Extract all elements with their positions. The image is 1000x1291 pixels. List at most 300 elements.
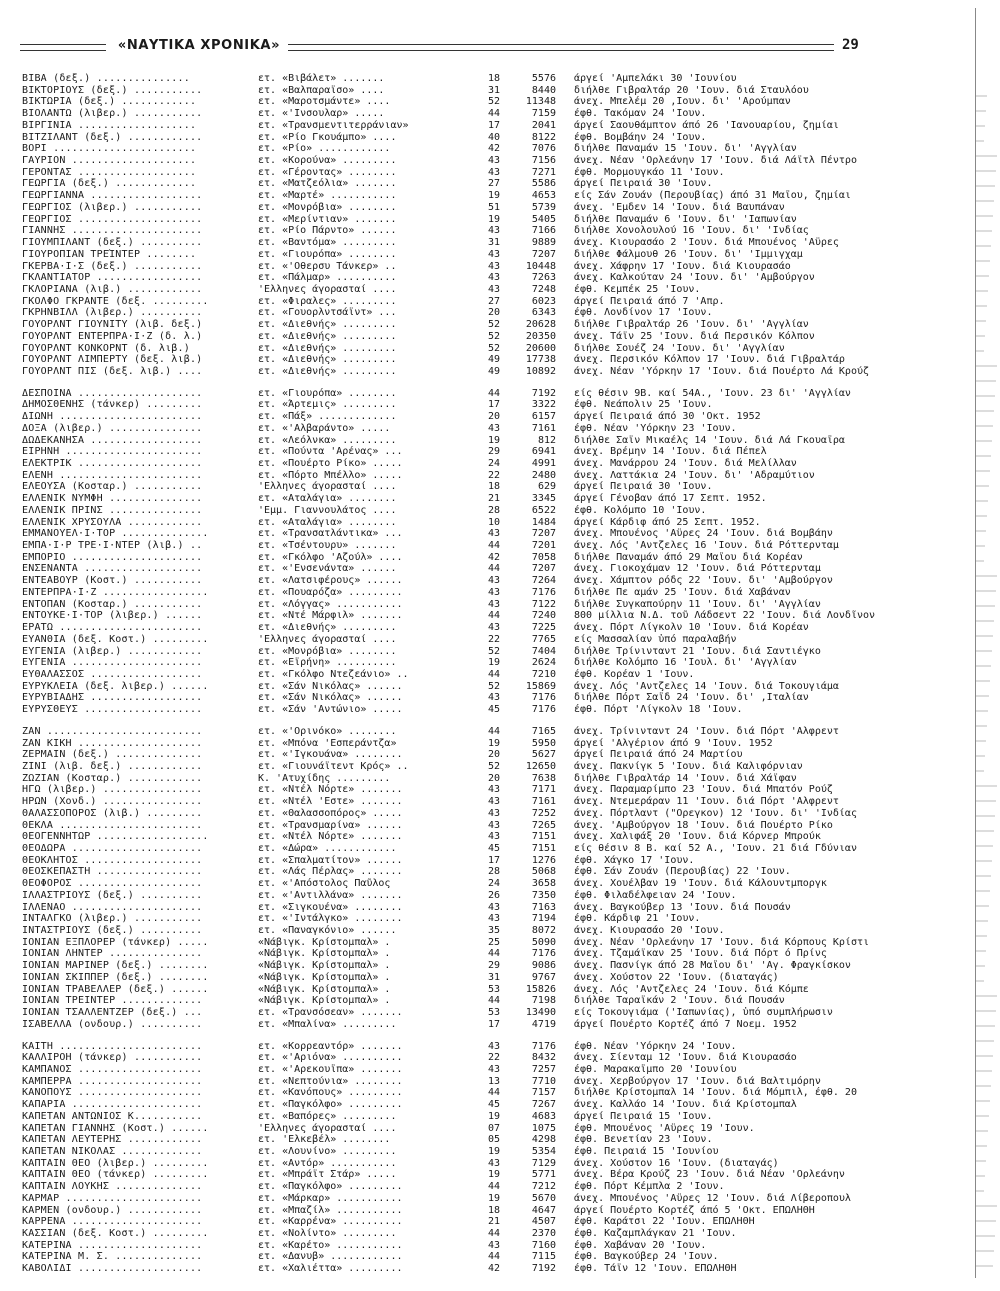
margin-bleed-mark [976, 905, 989, 907]
build-year: 42 [487, 143, 500, 155]
movement-note: έφθ. Φιλαδέλφειαν 24 'Ιουν. [574, 889, 737, 901]
ship-name: ΔΗΜΟΣΘΕΝΗΣ (τάνκερ) ......... [22, 399, 203, 411]
build-year: 43 [487, 807, 500, 819]
margin-bleed-mark [976, 620, 994, 622]
tonnage: 7264 [531, 575, 556, 587]
ship-name: ΓΟΥΟΡΛΝΤ ΕΝΤΕΡΠΡΑ·Ι·Ζ (δ. λ.) [22, 330, 203, 342]
ship-name: ΘΕΟΔΩΡΑ ..................... [22, 843, 203, 854]
movement-note: διήλθε Παναμάν 15 'Ιουν. δι' 'Αγγλίαν [574, 143, 797, 155]
shipping-company: ετ. «'Ιγκουάνα» ........ [258, 749, 403, 761]
movement-note: έφθ. Κορέαν 1 'Ιουν. [574, 668, 695, 680]
tonnage: 3658 [531, 878, 556, 890]
ship-name: ΓΙΟΥΜΠΙΛΑΝΤ (δεξ.) .......... [22, 237, 203, 249]
movement-note: έφθ. Βενετίαν 23 'Ιουν. [574, 1134, 713, 1146]
shipping-company: ετ. «Τρανσόσεαν» ....... [258, 1007, 403, 1019]
ship-name: ΔΟΞΑ (λιβερ.) ............... [22, 422, 203, 434]
ship-name: ΔΕΣΠΟΙΝΑ .................... [22, 387, 203, 399]
movement-note: διήλθε Σαϊν Μικαέλς 14 'Ιουν. διά Λά Γκουαΐρα [574, 434, 845, 446]
shipping-company: ετ. «Καρέτο» ........... [258, 1239, 403, 1251]
build-year: 51 [487, 201, 500, 213]
movement-note: άργεί Πουέρτο Κορτέζ άπό 7 Νοεμ. 1952 [574, 1018, 797, 1030]
table-row [22, 738, 970, 750]
movement-note: άνεχ. Χούστον 22 'Ιουν. (διαταγάς) [574, 971, 779, 983]
tonnage: 1075 [531, 1122, 556, 1134]
table-row [22, 855, 970, 867]
tonnage: 7257 [531, 1063, 556, 1075]
tonnage: 7265 [531, 819, 556, 831]
margin-bleed-mark [976, 650, 992, 652]
ship-name: ΚΑΠΕΤΑΝ ΛΕΥΤΕΡΗΣ ............ [22, 1134, 203, 1146]
tonnage: 7638 [531, 772, 556, 784]
table-row [22, 995, 970, 1007]
movement-note: άνεχ. Πόρτλαντ ("Ορεγκον) 12 'Ιουν. δι' 'Ινδίας [574, 807, 857, 819]
movement-note: διήλθε Χονολουλού 16 'Ιουν. δι' 'Ινδίας [574, 225, 809, 237]
shipping-company: ετ. «Κορρεαντόρ» ....... [258, 1040, 403, 1052]
tonnage: 9767 [531, 971, 556, 983]
shipping-company: ετ. «Πάξ» ............. [258, 411, 397, 423]
shipping-company: ετ. «Τρανσμεντιτερράνιαν» [258, 119, 409, 131]
margin-bleed-mark [976, 830, 994, 832]
table-row [22, 925, 970, 937]
margin-bleed-mark [976, 440, 992, 442]
table-row [22, 808, 970, 820]
movement-note: έφθ. Νέαν 'Υόρκην 24 'Ιουν. [574, 1040, 737, 1052]
build-year: 26 [487, 889, 500, 901]
tonnage: 5586 [531, 178, 556, 190]
ship-name: ΙΟΝΙΑΝ ΜΑΡΙΝΕΡ (δεξ.) ........ [22, 960, 209, 972]
tonnage: 7263 [531, 272, 556, 284]
tonnage: 7176 [531, 704, 556, 716]
ship-name: ΕΜΜΑΝΟΥΕΛ·Ι·ΤΟΡ .............. [22, 528, 209, 540]
tonnage: 7240 [531, 610, 556, 622]
table-row [22, 96, 970, 108]
margin-bleed-mark [976, 785, 997, 787]
movement-note: διήλθε Γιβραλτάρ 20 'Ιουν. διά Σταυλόου [574, 84, 809, 96]
table-row [22, 167, 970, 179]
ship-name: ΕΡΑΤΩ ....................... [22, 622, 203, 634]
table-row [22, 481, 970, 493]
shipping-company: ετ. «Μονρόβια» ........ [258, 645, 397, 657]
margin-bleed-mark [976, 1145, 987, 1147]
ship-name: ΕΙΡΗΝΗ ...................... [22, 446, 203, 458]
margin-bleed-mark [976, 230, 992, 232]
build-year: 43 [487, 248, 500, 260]
tonnage: 7212 [531, 1181, 556, 1193]
margin-bleed-mark [976, 1025, 995, 1027]
ship-name: ΓΑΥΡΙΟΝ .................... [22, 155, 197, 167]
tonnage: 7171 [531, 784, 556, 796]
movement-note: έφθ. Χαβάναν 20 'Ιουν. [574, 1239, 707, 1251]
tonnage: 2480 [531, 469, 556, 481]
table-row [22, 1263, 970, 1275]
tonnage: 8440 [531, 84, 556, 96]
tonnage: 15869 [525, 680, 556, 692]
build-year: 28 [487, 866, 500, 878]
margin-bleed-mark [976, 335, 985, 337]
build-year: 44 [487, 1087, 500, 1099]
shipping-company: ετ. «Σάν Νικόλας» ...... [258, 680, 403, 692]
table-row [22, 343, 970, 355]
ship-name: ΒΟΡΙ ....................... [22, 143, 197, 155]
shipping-company: ετ. 'Ελκεβέλ» ........ [258, 1134, 391, 1146]
table-row [22, 249, 970, 261]
movement-note: άνεχ. Λός 'Αντζελες 14 'Ιουν. διά Τοκουγιάμα [574, 680, 839, 692]
shipping-company: ετ. «Γκόλφο Ντεζεάνιο» .. [258, 668, 409, 680]
build-year: 43 [487, 819, 500, 831]
build-year: 19 [487, 434, 500, 446]
movement-note: διήλθε Παναμάν 6 'Ιουν. δι' 'Ιαπωνίαν [574, 213, 797, 225]
tonnage: 7194 [531, 913, 556, 925]
ship-name: ΕΥΡΥΣΘΕΥΣ ................... [22, 704, 203, 716]
margin-bleed-mark [976, 155, 997, 157]
tonnage: 3345 [531, 493, 556, 505]
build-year: 44 [487, 1228, 500, 1239]
ship-name: ΒΙΟΛΑΝΤΩ (λιβερ.) ........... [22, 108, 203, 120]
margin-bleed-mark [976, 1070, 992, 1072]
table-row [22, 190, 970, 202]
movement-note: άνεχ. Βρέμην 14 'Ιουν. διά Πέπελ [574, 446, 767, 458]
table-row [22, 575, 970, 587]
ship-name: ΘΕΟΣΚΕΠΑΣΤΗ ................. [22, 866, 203, 878]
shipping-company: ετ. «'Ορινόκο» ........ [258, 725, 397, 737]
tonnage: 7115 [531, 1251, 556, 1263]
table-row [22, 1240, 970, 1252]
ship-name: ΚΑΡΜΕΝ (ονδουρ.) ............ [22, 1204, 203, 1216]
margin-bleed-mark [976, 605, 995, 607]
table-row [22, 493, 970, 505]
movement-note: διήλθε Συγκαπούρην 11 'Ιουν. δι' 'Αγγλίαν [574, 598, 821, 610]
ship-name: ΘΕΟΚΛΗΤΟΣ ................... [22, 854, 203, 866]
shipping-company: ετ. «Λουνίνο» ......... [258, 1145, 397, 1157]
build-year: 52 [487, 645, 500, 657]
table-row [22, 878, 970, 890]
shipping-company: 'Ελληνες άγορασταί .... [258, 481, 397, 493]
shipping-company: ετ. «'Απόστολος Παῦλος [258, 878, 391, 890]
movement-note: άνεχ. Μπελέμ 20 ,Ιουν. δι' 'Αρούμπαν [574, 96, 791, 108]
table-row [22, 866, 970, 878]
table-row [22, 1041, 970, 1053]
table-row [22, 505, 970, 517]
build-year: 18 [487, 73, 500, 84]
shipping-company: 'Ελληνες άγορασταί .... [258, 283, 397, 295]
shipping-company: ετ. «Καρρένα» .......... [258, 1216, 403, 1228]
tonnage: 7176 [531, 692, 556, 704]
table-row [22, 178, 970, 190]
build-year: 22 [487, 1052, 500, 1064]
shipping-company: 'Ελληνες άγορασταί .... [258, 1122, 397, 1134]
margin-bleed-mark [976, 770, 984, 772]
shipping-company: ετ. «'Οθερσυ Τάνκερ» .. [258, 260, 397, 272]
ship-name: ΓΙΑΝΝΗΣ ..................... [22, 225, 203, 237]
margin-bleed-mark [976, 170, 996, 172]
tonnage: 5068 [531, 866, 556, 878]
shipping-company: ετ. «Κορούνα» ......... [258, 155, 397, 167]
table-row [22, 388, 970, 400]
ship-name: ΕΛΛΕΝΙΚ ΠΡΙΝΣ ............... [22, 504, 203, 516]
build-year: 43 [487, 831, 500, 843]
tonnage: 7161 [531, 422, 556, 434]
margin-bleed-mark [976, 320, 986, 322]
shipping-company: ετ. «Παγκόλφο» ......... [258, 1099, 403, 1111]
table-row [22, 634, 970, 646]
build-year: 25 [487, 936, 500, 948]
journal-title: «ΝΑΥΤΙΚΑ ΧΡΟΝΙΚΑ» [117, 38, 281, 53]
build-year: 10 [487, 516, 500, 528]
shipping-company: «Νάβιγκ. Κρίστομπαλ» . [258, 936, 391, 948]
table-row [22, 843, 970, 855]
build-year: 19 [487, 1110, 500, 1122]
shipping-company: ετ. «Διεθνής» ......... [258, 330, 397, 342]
margin-bleed-mark [976, 1085, 991, 1087]
ship-name: ΓΕΩΡΓΙΟΣ .................... [22, 213, 203, 225]
tonnage: 7207 [531, 563, 556, 575]
margin-bleed-mark [976, 875, 991, 877]
build-year: 43 [487, 166, 500, 178]
ship-name: ΒΙΤΖΙΛΑΝΤ (δεξ.) ............ [22, 131, 203, 143]
tonnage: 7225 [531, 622, 556, 634]
ship-name: ΖΑΝ ......................... [22, 725, 203, 737]
ship-name: ΕΥΡΥΚΛΕΙΑ (δεξ. λιβερ.) ...... [22, 680, 209, 692]
movement-note: έφθ. Βαγκούβερ 24 'Ιουν. [574, 1251, 719, 1263]
shipping-company: ετ. «Φιραλες» ......... [258, 295, 397, 307]
movement-note: διήλθε Γιβραλτάρ 14 'Ιουν. διά Χάϊφαν [574, 772, 797, 784]
margin-bleed-mark [976, 185, 995, 187]
ship-name: ΗΓΩ (λιβερ.) ................ [22, 784, 203, 796]
build-year: 44 [487, 995, 500, 1007]
movement-note: άργεί 'Αλγέριον άπό 9 'Ιουν. 1952 [574, 737, 773, 749]
movement-note: είς Μασσαλίαν ὑπό παραλαβήν [574, 633, 737, 645]
tonnage: 7710 [531, 1075, 556, 1087]
shipping-company: ετ. «Γιουνάϊτεντ Κρός» .. [258, 760, 409, 772]
shipping-company: ετ. «Παγκόλφο» ......... [258, 1181, 403, 1193]
shipping-company: «Νάβιγκ. Κρίστομπαλ» . [258, 948, 391, 960]
shipping-company: ετ. «Σπαλματίτον» ...... [258, 854, 403, 866]
shipping-company: ετ. «Ντέλ Νόρτε» ....... [258, 784, 403, 796]
movement-note: έφθ. Βομβάην 24 'Ιουν. [574, 131, 707, 143]
ship-name: ΚΑΠΤΑΙΝ ΘΕΟ (λιβερ.) ......... [22, 1157, 209, 1169]
tonnage: 7122 [531, 598, 556, 610]
ship-name: ΚΑΜΠΑΝΟΣ .................... [22, 1063, 203, 1075]
movement-note: άνεχ. Τρίνινταντ 24 'Ιουν. διά Πόρτ 'Αλφρεντ [574, 725, 839, 737]
ship-name: ΚΑΡΡΕΝΑ ..................... [22, 1216, 203, 1228]
margin-bleed-mark [976, 275, 989, 277]
table-row [22, 646, 970, 658]
movement-note: άνεχ. Χούστον 16 'Ιουν. (διαταγάς) [574, 1157, 779, 1169]
margin-bleed-mark [976, 980, 984, 982]
margin-bleed-mark [976, 215, 993, 217]
movement-note: διήλθε Γιβραλτάρ 26 'Ιουν. δι' 'Αγγλίαν [574, 319, 809, 331]
ship-name: ΓΚΛΟΡΙΑΝΑ (λιβ.) ............ [22, 283, 203, 295]
tonnage: 6157 [531, 411, 556, 423]
margin-bleed-mark [976, 365, 997, 367]
movement-note: άνεχ. Μανάρρου 24 'Ιουν. διά Μελίλλαν [574, 458, 797, 469]
build-year: 22 [487, 633, 500, 645]
tonnage: 3322 [531, 399, 556, 411]
tonnage: 7198 [531, 995, 556, 1007]
movement-note: έφθ. Κάρδιφ 21 'Ιουν. [574, 913, 701, 925]
ship-name: ΓΟΥΟΡΛΝΤ ΚΟΝΚΟΡΝΤ (δ. λιβ.) [22, 342, 190, 354]
shipping-company: ετ. «Πόρτο Μπέλλο» ..... [258, 469, 403, 481]
build-year: 05 [487, 1134, 500, 1146]
table-row [22, 366, 970, 378]
build-year: 43 [487, 272, 500, 284]
movement-note: άνεχ. Νέαν 'Υόρκην 17 'Ιουν. διά Πουέρτο Λά Κρούζ [574, 365, 870, 377]
build-year: 43 [487, 260, 500, 272]
build-year: 43 [487, 784, 500, 796]
shipping-company: ετ. «Λόγγας» ........... [258, 598, 403, 610]
ship-name: ΕΛΕΚΤΡΙΚ .................... [22, 458, 203, 469]
ship-name: ΖΙΝΙ (λιβ. δεξ.) ............ [22, 760, 203, 772]
movement-note: άνεχ. Λός 'Αντζελες 16 'Ιουν. διά Ρόττερνταμ [574, 540, 839, 552]
ship-name: ΕΛΕΟΥΣΑ (Κοσταρ.) ........... [22, 481, 203, 493]
shipping-company: ετ. «Άρτεμις» ......... [258, 399, 397, 411]
margin-bleed-mark [976, 635, 993, 637]
ship-name: ΚΑΣΣΙΑΝ (δεξ. Κοστ.) ......... [22, 1228, 209, 1239]
movement-note: έφθ. Τακόμαν 24 'Ιουν. [574, 108, 707, 120]
margin-bleed-mark [976, 425, 993, 427]
tonnage: 7166 [531, 225, 556, 237]
ship-name: ΓΟΥΟΡΛΝΤ ΠΙΣ (δεξ. λιβ.) .... [22, 365, 203, 377]
table-row [22, 272, 970, 284]
ship-name: ΕΥΓΕΝΙΑ ..................... [22, 657, 203, 669]
build-year: 43 [487, 913, 500, 925]
shipping-company: ετ. «Γιουρόπα» ........ [258, 248, 397, 260]
build-year: 44 [487, 948, 500, 960]
margin-bleed-mark [976, 140, 984, 142]
movement-note: άργεί Πειραιά άπό 24 Μαρτίου [574, 749, 743, 761]
table-row [22, 948, 970, 960]
tonnage: 17738 [525, 354, 556, 366]
movement-note: άνεχ. Νέαν 'Ορλεάνην 17 'Ιουν. διά Λάϊτλ Πέντρο [574, 155, 857, 167]
build-year: 43 [487, 575, 500, 587]
table-row [22, 470, 970, 482]
margin-bleed-mark [976, 845, 993, 847]
movement-note: διήλθε Κρίστομπαλ 14 'Ιουν. διά Μόμπιλ, έφθ. 20 [574, 1087, 857, 1099]
page-number: 29 [842, 37, 859, 53]
margin-bleed-mark [976, 530, 986, 532]
build-year: 44 [487, 610, 500, 622]
build-year: 43 [487, 586, 500, 598]
shipping-company: ετ. «Σιγκουένα» ........ [258, 901, 403, 913]
shipping-company: ετ. «Δανυβ» ............ [258, 1251, 403, 1263]
table-row [22, 1251, 970, 1263]
tonnage: 7160 [531, 1239, 556, 1251]
ship-name: ΕΥΡΥΒΙΑΔΗΣ .................. [22, 692, 203, 704]
table-row [22, 984, 970, 996]
margin-bleed-mark [976, 1235, 995, 1237]
table-row [22, 1228, 970, 1240]
movement-note: άνεχ. Χάμπτον ρόδς 22 'Ιουν. δι' 'Αμβούργον [574, 575, 833, 587]
ship-name: ΙΣΑΒΕΛΛΑ (ονδουρ.) .......... [22, 1018, 203, 1030]
movement-note: άργεί Πειραιά 15 'Ιουν. [574, 1110, 713, 1122]
build-year: 31 [487, 971, 500, 983]
tonnage: 4507 [531, 1216, 556, 1228]
shipping-company: ετ. «Μπόνα 'Εσπεράντζα» [258, 737, 397, 749]
movement-note: άνεχ. Ντεμεράραν 11 'Ιουν. διά Πόρτ 'Αλφρεντ [574, 796, 839, 808]
ship-name: ΒΙΚΤΟΡΙΟΥΣ (δεξ.) ........... [22, 84, 203, 96]
movement-note: άνεχ. Χουέλβαν 19 'Ιουν. διά Κάλουντμποργκ [574, 878, 827, 890]
table-row [22, 820, 970, 832]
movement-note: έφθ. Πειραιά 15 'Ιουνίου [574, 1145, 719, 1157]
movement-note: έφθ. Νεάπολιν 25 'Ιουν. [574, 399, 713, 411]
table-row [22, 132, 970, 144]
build-year: 43 [487, 225, 500, 237]
table-row [22, 704, 970, 716]
shipping-company: ετ. «Νεπτούνια» ........ [258, 1075, 403, 1087]
table-row [22, 446, 970, 458]
margin-bleed-mark [976, 1205, 997, 1207]
shipping-company: ετ. «Λάς Πέρλας» ....... [258, 866, 403, 878]
margin-bleed-mark [976, 740, 986, 742]
shipping-company: ετ. «'Αλβαράντο» ..... [258, 422, 391, 434]
build-year: 21 [487, 493, 500, 505]
margin-bleed-mark [976, 1055, 993, 1057]
ship-name: ΕΝΤΕΑΒΟΥΡ (Κοστ.) ........... [22, 575, 203, 587]
movement-note: άνεχ. Τάϊν 25 'Ιουν. διά Περσικόν Κόλπον [574, 330, 815, 342]
ship-name: ΖΩΖΙΑΝ (Κοσταρ.) ............ [22, 772, 203, 784]
tonnage: 7176 [531, 586, 556, 598]
movement-note: έφθ. Κολόμπο 10 'Ιουν. [574, 504, 707, 516]
tonnage: 7201 [531, 540, 556, 552]
movement-note: διήλθε Τρίνινταντ 21 'Ιουν. διά Σαντιέγκο [574, 645, 821, 657]
shipping-company: ετ. «Μαροτσμάντε» .... [258, 96, 391, 108]
build-year: 43 [487, 528, 500, 540]
table-row [22, 435, 970, 447]
build-year: 17 [487, 119, 500, 131]
movement-note: είς Τοκουγιάμα ('Ιαπωνίας), ὑπό συμπλήρωσιν [574, 1007, 833, 1019]
tonnage: 7165 [531, 725, 556, 737]
build-year: 40 [487, 131, 500, 143]
ship-name: ΘΕΟΓΕΝΝΗΤΩΡ .................. [22, 831, 209, 843]
build-year: 44 [487, 387, 500, 399]
build-year: 17 [487, 399, 500, 411]
shipping-company: ετ. «Μπαζίλ» ........... [258, 1204, 403, 1216]
build-year: 29 [487, 960, 500, 972]
tonnage: 7058 [531, 551, 556, 563]
movement-note: είς Σάν Ζουάν (Περουβίας) άπό 31 Μαΐου, ζημίαι [574, 190, 851, 202]
table-row [22, 237, 970, 249]
ship-list [22, 73, 970, 1275]
build-year: 43 [487, 622, 500, 634]
build-year: 45 [487, 843, 500, 854]
table-row [22, 749, 970, 761]
shipping-company: ετ. «Μερίντιαν» ....... [258, 213, 397, 225]
table-row [22, 225, 970, 237]
shipping-company: ετ. «Ρίο Γκουάμπο» .... [258, 131, 397, 143]
movement-note: άνεχ. Κιουρασάο 2 'Ιουν. διά Μπουένος 'Αϋρες [574, 237, 839, 249]
movement-note: άργεί Πειραιά 30 'Ιουν. [574, 178, 713, 190]
shipping-company: ετ. «Ντέ Μάρφιλ» ....... [258, 610, 403, 622]
build-year: 27 [487, 295, 500, 307]
tonnage: 7192 [531, 387, 556, 399]
margin-bleed-mark [976, 1130, 988, 1132]
table-row [22, 202, 970, 214]
binding-edge-line [975, 8, 976, 1278]
build-year: 27 [487, 178, 500, 190]
margin-bleed-mark [976, 395, 995, 397]
shipping-company: ετ. «Τρανσατλάντικα» ... [258, 528, 403, 540]
ship-name: ΙΟΝΙΑΝ ΤΡΕΪΝΤΕΡ ............. [22, 995, 203, 1007]
ship-name: ΕΜΠΑ·Ι·Ρ ΤΡΕ·Ι·ΝΤΕΡ (λιβ.) .. [22, 540, 203, 552]
movement-note: άνεχ. Τζαμάϊκαν 25 'Ιουν. διά Πόρτ ό Πρίνς [574, 948, 827, 960]
tonnage: 1276 [531, 854, 556, 866]
margin-bleed-mark [976, 125, 985, 127]
build-year: 44 [487, 725, 500, 737]
tonnage: 7267 [531, 1099, 556, 1111]
build-year: 52 [487, 330, 500, 342]
movement-note: άνεχ. Καλλάο 14 'Ιουν. διά Κρίστομπαλ [574, 1099, 797, 1111]
build-year: 19 [487, 737, 500, 749]
